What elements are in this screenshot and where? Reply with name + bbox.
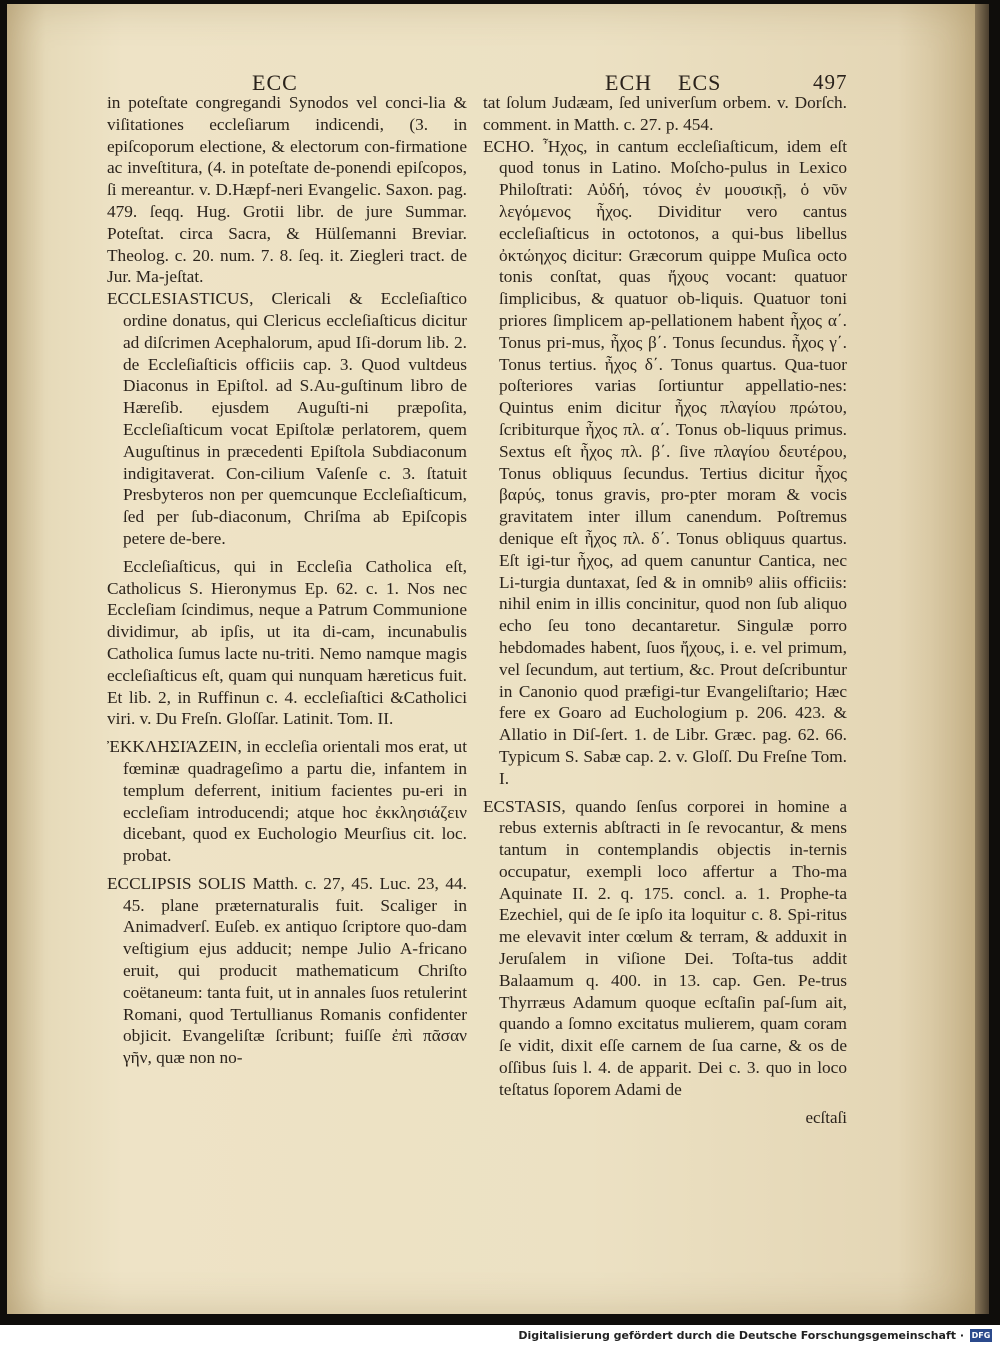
entry-ecclesiasticus: ECCLESIASTICUS, Clericali & Eccleſiaſtico ordine donatus, qui Clericus eccleſiaſticus dicitur ad diſcrimen Acephalorum, apud Iſi-dorum lib. 2. de Eccleſiaſticis officiis cap. 3. Quod vultdeus Diaconus in Epiſtol. ad S.Au-guſtinum libro de Hæreſib. ejusdem Auguſti-ni præpoſita, Eccleſiaſticum vocat Epiſtolæ perlatorem, quem Auguſtinus in præcedenti Epiſtola Subdiaconum indigitaverat. Con-cilium Vaſenſe c. 3. ſtatuit Presbyteros non per quemcunque Eccleſiaſticum, ſed per ſub-diaconum, Chriſma ab Epiſcopis petere de-bere. — [107, 289, 467, 548]
entry-continuation-right: tat ſolum Judæam, ſed univerſum orbem. v. Dorſch. comment. in Matth. c. 27. p. 454. — [483, 93, 847, 134]
footer-bar — [0, 1325, 1000, 1347]
footer-credit: Digitalisierung gefördert durch die Deutsche Forschungsgemeinschaft · — [518, 1329, 964, 1342]
entry-continuation: in poteſtate congregandi Synodos vel conci-lia & viſitationes eccleſiarum indicendi, (3. in epiſcoporum electione, & electorum con-firmatione ac inveſtitura, (4. in poteſtate de-ponendi epiſcopos, ſi mereantur. v. D.Hæpf-neri Evangelic. Saxon. pag. 479. ſeqq. Hug. Grotii libr. de jure Summar. Poteſtat. circa Sacra, & Hülſemanni Breviar. Theolog. c. 20. num. 7. 8. ſeq. it. Ziegleri tract. de Jur. Ma-jeſtat. — [107, 93, 467, 287]
entry-ecstasis: ECSTASIS, quando ſenſus corporei in homine a rebus externis abſtracti in ſe revocantur, & mens tantum in contemplandis objectis in-ternis occupatur, exempli loco affertur a Tho-ma Aquinate II. 2. q. 175. concl. a. 1. Prophe-ta Ezechiel, qui de ſe ipſo ita loquitur c. 8. Spi-ritus me elevavit inter cœlum & terram, & adduxit in Jeruſalem in viſione Dei. Toſta-tus addit Balaamum q. 400. in 13. cap. Gen. Pe-trus Thyrræus Adamum quoque ecſtaſin paſ-ſum ait, quando a ſomno excitatus mulierem, quam coram ſe vidit, dixit eſſe carnem de ſua carne, & os de oſſibus ſuis l. 4. de apparit. Dei c. 3. quo in loco teſtatus ſoporem Adami de — [483, 796, 847, 1099]
entry-echo: ECHO. Ἦχος, in cantum eccleſiaſticum, idem eſt quod tonus in Latino. Moſcho-pulus in Lexico Philoſtrati: Αὐδή, τόνος ἐν μουσικῇ, ὁ νῦν λεγόμενος ἦχος. Dividitur vero cantus eccleſiaſticus in octotonos, a qui-bus libellus ὀκτώηχος dicitur: Græcorum quippe Muſica octo tonis conſtat, quas ἤχους vocant: quatuor ſimplicibus, & quatuor ob-liquis. Quatuor toni priores ſimplicem ap-pellationem habent ἦχος α΄. Tonus pri-mus, ἦχος β΄. Tonus ſecundus. ἦχος γ΄. Tonus tertius. ἦχος δ΄. Tonus quartus. Qua-tuor poſteriores varias ſortiuntur appellatio-nes: Quintus enim dicitur ἦχος πλαγίου πρώτου, ſcribiturque ἦχος πλ. α΄. Tonus ob-liquus primus. Sextus eſt ἦχος πλ. β΄. ſive πλαγίου δευτέρου, Tonus obliquus ſecundus. Tertius dicitur ἦχος βαρύς, tonus gravis, pro-pter moram & vocis gravitatem inter illum canendum. Poſtremus denique eſt ἦχος πλ. δ΄. Tonus obliquus quartus. Eſt igi-tur ἦχος, ad quem canuntur Cantica, nec Li-turgia duntaxat, ſed & in omnibꝰ aliis officiis: nihil enim in illis concinitur, quod non ſub aliquo echo ſeu tono decantaretur. Singulæ porro hebdomades habent, ſuos ἤχους, i. e. vel primum, vel ſecundum, aut tertium, &c. Prout deſcribuntur in Canonio quod præfigi-tur Evangeliſtario; Hæc fere ex Goaro ad Euchologium p. 206. 423. & Allatio in Diſ-ſert. 1. de Libr. Græc. pag. 62. 66. Typicum S. Sabæ cap. 2. v. Gloſſ. Du Freſne Tom. I. — [483, 136, 847, 788]
entry-ekklesiazein: ἘΚΚΛΗΣΙΆΖΕΙΝ, in eccleſia orientali mos erat, ut fœminæ quadrageſimo a partu die, infantem in templum deferrent, initium facientes pu-eri in eccleſiam introducendi; atque hoc ἐκκλησιάζειν dicebant, quod ex Euchologio Meurſius cit. loc. probat. — [107, 737, 467, 866]
dfg-logo-icon: DFG — [971, 1331, 991, 1340]
book-page — [7, 4, 975, 1314]
page-edge — [975, 4, 989, 1314]
left-column — [107, 92, 467, 1075]
entry-ecclesiasticus-sub: Eccleſiaſticus, qui in Eccleſia Catholica eſt, Catholicus S. Hieronymus Ep. 62. c. 1. Nos nec Eccleſiam ſcindimus, neque a Patrum Communione dividimur, ab ipſis, ut ita di-cam, incunabulis Catholica ſumus lacte nu-triti. Nemo namque magis eccleſiaſticus eſt, quam qui nunquam hæreticus fuit. Et lib. 2, in Ruffinun c. 4. eccleſiaſtici &Catholici viri. v. Du Freſn. Gloſſar. Latinit. Tom. II. — [107, 556, 467, 729]
right-column — [483, 92, 847, 1129]
catchword: ecſtaſi — [805, 1107, 847, 1127]
running-head-right: ECH ECS — [605, 70, 722, 95]
entry-ecclipsis-solis: ECCLIPSIS SOLIS Matth. c. 27, 45. Luc. 23, 44. 45. plane præternaturalis fuit. Scaliger in Animadverſ. Euſeb. ex antiquo ſcriptore quo-dam veſtigium ejus adducit; nempe Julio A-fricano eruit, qui producit mathematicum Chriſto coëtaneum: tanta fuit, ut in annales ſuos retulerint Romani, quod Tertullianus Romanis confidenter objicit. Evangeliſtæ ſcribunt; fuiſſe ἐπὶ πᾶσαν γῆν, quæ non no- — [107, 873, 467, 1068]
running-head-left: ECC — [252, 70, 298, 95]
page-number: 497 — [813, 70, 848, 94]
